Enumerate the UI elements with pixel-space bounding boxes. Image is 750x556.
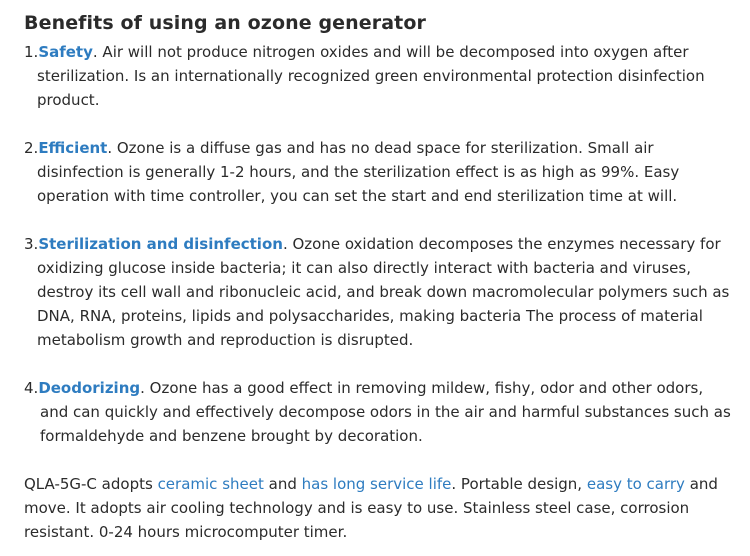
summary-text: and move. It adopts air cooling technology and is easy to use. Stainless steel case, corrosion resistant. 0-24 hours microcomputer timer. (24, 475, 718, 541)
item-text: . Ozone is a diffuse gas and has no dead space for sterilization. Small air disinfection is generally 1-2 hours, and the sterilization effect is as high as 99%. Easy operation with time controller, you can set the start and end sterilization time at will. (37, 139, 680, 205)
item-number: 4. (24, 379, 39, 397)
summary-link-service-life: has long service life (301, 475, 452, 493)
item-heading-deodorizing: Deodorizing (38, 379, 141, 397)
item-heading-efficient: Efficient (38, 139, 108, 157)
summary-text: . Portable design, (451, 475, 587, 493)
summary-text: and (263, 475, 302, 493)
summary-link-easy-to-carry: easy to carry (586, 475, 685, 493)
item-heading-safety: Safety (38, 43, 93, 61)
summary-text: QLA-5G-C adopts (24, 475, 158, 493)
item-text: . Ozone has a good effect in removing mildew, fishy, odor and other odors, and can quickly and effectively decompose odors in the air and harmful substances such as formaldehyde and benzene brought by decoration. (40, 379, 731, 445)
item-number: 3. (24, 235, 39, 253)
article (24, 10, 736, 544)
product-summary (24, 472, 736, 544)
item-text: . Air will not produce nitrogen oxides and will be decomposed into oxygen after sterilization. Is an internationally recognized green environmental protection disinfection product. (37, 43, 705, 109)
item-number: 1. (24, 43, 39, 61)
item-text: . Ozone oxidation decomposes the enzymes necessary for oxidizing glucose inside bacteria; it can also directly interact with bacteria and viruses, destroy its cell wall and ribonucleic acid, and break down macromolecular polymers such as DNA, RNA, proteins, lipids and polysaccharides, making bacteria The process of material metabolism growth and reproduction is disrupted. (37, 235, 730, 349)
benefit-item-deodorizing (24, 376, 736, 448)
item-heading-sterilization: Sterilization and disinfection (38, 235, 283, 253)
benefit-item-sterilization (24, 232, 736, 352)
item-number: 2. (24, 139, 39, 157)
benefit-item-efficient (24, 136, 736, 208)
benefit-item-safety (24, 40, 736, 112)
summary-link-ceramic-sheet: ceramic sheet (157, 475, 264, 493)
article-title: Benefits of using an ozone generator (24, 12, 426, 34)
